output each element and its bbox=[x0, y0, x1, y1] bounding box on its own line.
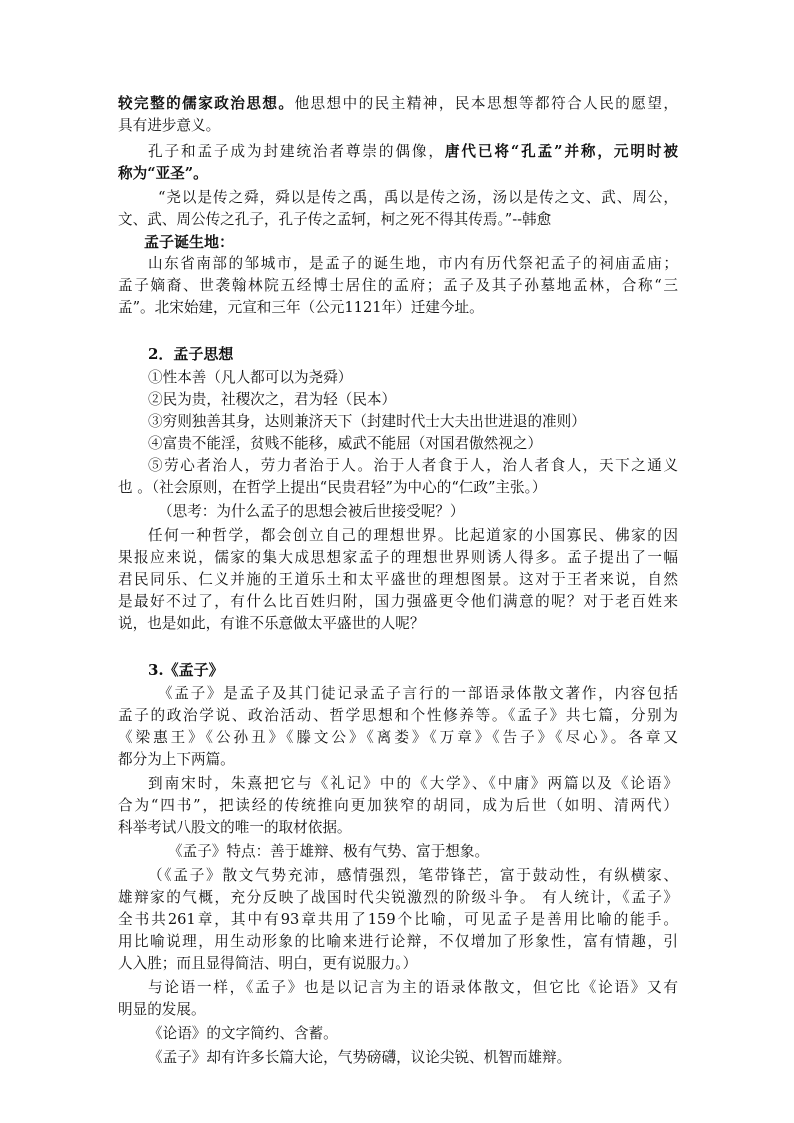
section2-think: （思考：为什么孟子的思想会被后世接受呢？） bbox=[158, 503, 465, 520]
quote-line-2: 文、武、周公传之孔子，孔子传之孟轲，柯之死不得其传焉。”--韩愈 bbox=[118, 211, 552, 228]
birthplace-heading: 孟子诞生地： bbox=[144, 233, 235, 251]
section3-p3-line-2: 雄辩家的气概，充分反映了战国时代尖锐激烈的阶级斗争。 有人统计，《孟子》 bbox=[118, 889, 678, 906]
section2-para-2: 果报应来说，儒家的集大成思想家孟子的理想世界则诱人得多。孟子提出了一幅 bbox=[118, 549, 678, 566]
section3-p1-line-1: 《孟子》是孟子及其门徒记录孟子言行的一部语录体散文著作，内容包括 bbox=[158, 685, 678, 702]
p2-bold: 唐代已将“孔孟”并称，元明时被 bbox=[444, 143, 678, 160]
section3-p5: 《论语》的文字简约、含蓄。 bbox=[148, 1025, 338, 1042]
p2-line-2: 称为“亚圣”。 bbox=[118, 165, 208, 182]
section3-features: 《孟子》特点：善于雄辩、极有气势、富于想象。 bbox=[168, 843, 490, 860]
p1-line-1 bbox=[118, 94, 678, 114]
birthplace-line-1: 山东省南部的邹城市，是孟子的诞生地，市内有历代祭祀孟子的祠庙孟庙； bbox=[148, 255, 678, 272]
section2-item-4: ④富贵不能淫，贫贱不能移，威武不能屈（对国君傲然视之） bbox=[148, 435, 543, 452]
section3-p4-line-2: 明显的发展。 bbox=[118, 1001, 206, 1018]
section2-heading: 2．孟子思想 bbox=[148, 345, 234, 363]
section3-p6: 《孟子》却有许多长篇大论，气势磅礴，议论尖锐、机智而雄辩。 bbox=[148, 1049, 572, 1066]
section2-para-1: 任何一种哲学，都会创立自己的理想世界。比起道家的小国寡民、佛家的因 bbox=[148, 527, 678, 544]
section2-item-5: ⑤劳心者治人，劳力者治于人。治于人者食于人，治人者食人，天下之通义 bbox=[148, 457, 678, 474]
section3-p3-line-4: 用比喻说理，用生动形象的比喻来进行论辩，不仅增加了形象性，富有情趣，引 bbox=[118, 933, 678, 950]
p2-line-1 bbox=[148, 142, 678, 162]
section3-p3-line-1: （《孟子》散文气势充沛，感情强烈，笔带锋芒，富于鼓动性，有纵横家、 bbox=[148, 867, 678, 884]
section3-p3-line-3: 全书共261章，其中有93章共用了159个比喻，可见孟子是善用比喻的能手。 bbox=[118, 911, 678, 928]
p1-rest: 他思想中的民主精神，民本思想等都符合人民的愿望， bbox=[294, 95, 678, 112]
birthplace-line-3: 孟”。北宋始建，元宣和三年（公元1121年）迁建今址。 bbox=[118, 299, 484, 316]
section2-para-3: 君民同乐、仁义并施的王道乐土和太平盛世的理想图景。这对于王者来说，自然 bbox=[118, 571, 678, 588]
p1-bold: 较完整的儒家政治思想。 bbox=[118, 95, 295, 112]
section3-p2-line-1: 到南宋时，朱熹把它与《礼记》中的《大学》、《中庸》两篇以及《论语》 bbox=[148, 775, 678, 792]
section3-p2-line-2: 合为“四书”，把读经的传统推向更加狭窄的胡同，成为后世（如明、清两代） bbox=[118, 797, 678, 814]
section3-p1-line-3: 《梁惠王》《公孙丑》《滕文公》《离娄》《万章》《告子》《尽心》。各章又 bbox=[118, 729, 678, 746]
quote-line-1: “尧以是传之舜，舜以是传之禹，禹以是传之汤，汤以是传之文、武、周公， bbox=[158, 189, 678, 206]
section3-p4-line-1: 与论语一样，《孟子》也是以记言为主的语录体散文，但它比《论语》又有 bbox=[148, 979, 678, 996]
section2-item-1: ①性本善（凡人都可以为尧舜） bbox=[148, 369, 353, 386]
section2-item-2: ②民为贵，社稷次之，君为轻（民本） bbox=[148, 391, 397, 408]
p2-text: 孔子和孟子成为封建统治者尊崇的偶像， bbox=[148, 143, 445, 160]
section2-item-3: ③穷则独善其身，达则兼济天下（封建时代士大夫出世进退的准则） bbox=[148, 413, 586, 430]
section3-p1-line-2: 孟子的政治学说、政治活动、哲学思想和个性修养等。《孟子》共七篇，分别为 bbox=[118, 707, 678, 724]
section3-p1-line-4: 都分为上下两篇。 bbox=[118, 751, 235, 768]
section3-heading: 3.《孟子》 bbox=[148, 661, 224, 679]
section3-p3-line-5: 人入胜；而且显得简洁、明白，更有说服力。） bbox=[118, 955, 418, 972]
section2-para-5: 说，也是如此，有谁不乐意做太平盛世的人呢？ bbox=[118, 615, 425, 632]
section3-p2-line-3: 科举考试八股文的唯一的取材依据。 bbox=[118, 819, 352, 836]
section2-item-5-cont: 也 。（社会原则，在哲学上提出“民贵君轻”为中心的“仁政”主张。） bbox=[118, 479, 547, 496]
section2-para-4: 是最好不过了，有什么比百姓归附，国力强盛更令他们满意的呢？对于老百姓来 bbox=[118, 593, 678, 610]
p1-line-2: 具有进步意义。 bbox=[118, 117, 221, 134]
birthplace-line-2: 孟子嫡裔、世袭翰林院五经博士居住的孟府；孟子及其子孙墓地孟林，合称“三 bbox=[118, 277, 678, 294]
